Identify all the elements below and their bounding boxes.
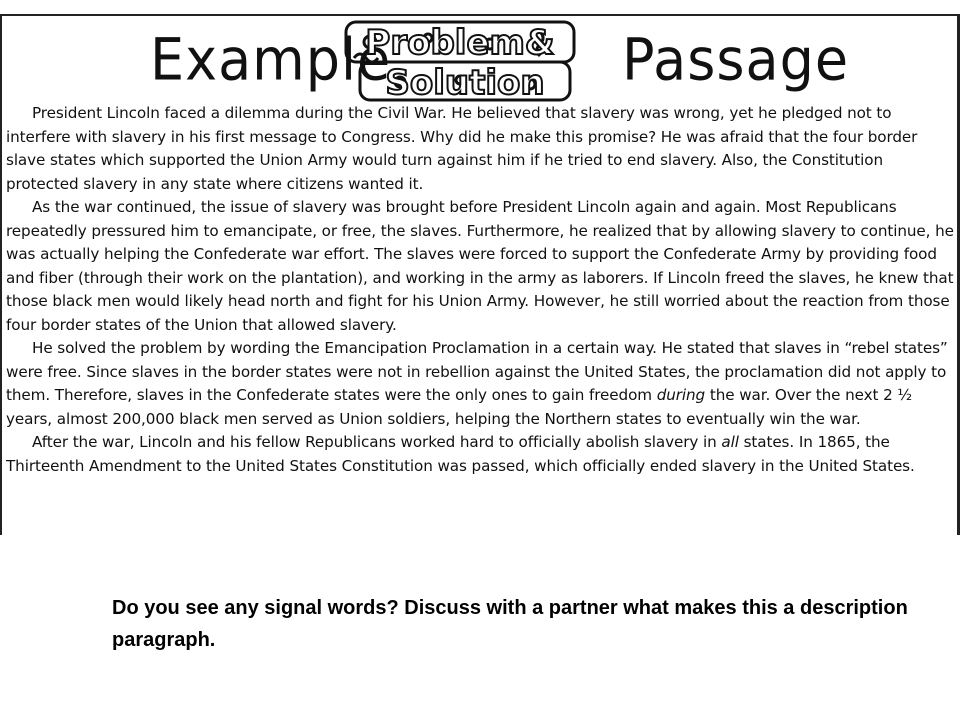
title-left-word: Example: [150, 25, 392, 94]
problem-solution-logo: [340, 18, 605, 104]
logo-line2: Solution: [385, 63, 545, 103]
paragraph-2: As the war continued, the issue of slavery was brought before President Lincoln again and again. Most Republicans repeatedly pressured him to emancipate, or free, the slaves. Furthermore, he realized that by allowing slavery to continue, he was actually helping the Confederate war effort. The slaves were forced to support the Confederate Army by providing food and fiber (through their work on the plantation), and working in the army as laborers. If Lincoln freed the slaves, he knew that those black men would likely head north and fight for his Union Army. However, he still worried about the reaction from those four border states of the Union that allowed slavery.: [6, 198, 954, 334]
frame-top-border: [0, 14, 960, 16]
emphasis-all: all: [721, 433, 739, 451]
passage-title: [0, 18, 960, 103]
paragraph-3: He solved the problem by wording the Emancipation Proclamation in a certain way. He stated that slaves in “rebel states” were free. Since slaves in the border states were not in rebellion against the United States, the proclamation did not apply to them. Therefore, slaves in the Confederate states were the only ones to gain freedom during the war. Over the next 2 ½ years, almost 200,000 black men served as Union soldiers, helping the Northern states to eventually win the war.: [6, 339, 948, 428]
passage-text: [6, 102, 954, 478]
paragraph-1: President Lincoln faced a dilemma during the Civil War. He believed that slavery was wrong, yet he pledged not to interfere with slavery in his first message to Congress. Why did he make this promise? He was afraid that the four border slave states which supported the Union Army would turn against him if he tried to end slavery. Also, the Constitution protected slavery in any state where citizens wanted it.: [6, 104, 918, 193]
logo-line1: Problem&: [365, 23, 555, 63]
title-right-word: Passage: [622, 25, 850, 94]
paragraph-4: After the war, Lincoln and his fellow Republicans worked hard to officially abolish slavery in all states. In 1865, the Thirteenth Amendment to the United States Constitution was passed, which officially ended slavery in the United States.: [6, 433, 915, 475]
discussion-question: Do you see any signal words? Discuss with a partner what makes this a description paragraph.: [112, 597, 908, 651]
emphasis-during: during: [656, 386, 706, 404]
